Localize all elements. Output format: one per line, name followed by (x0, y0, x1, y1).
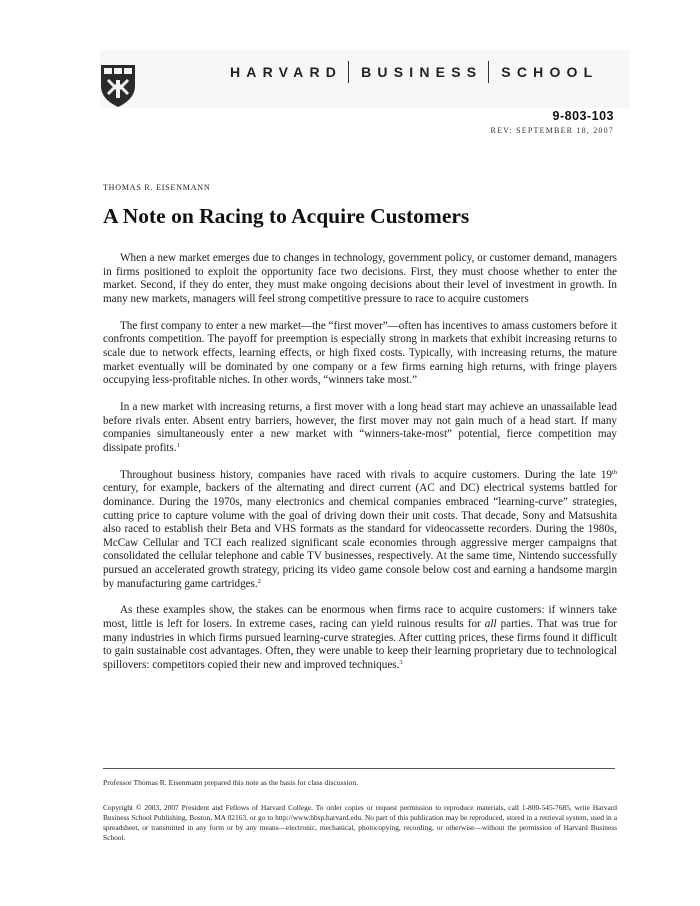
body-paragraph: When a new market emerges due to changes in technology, government policy, or customer demand, managers in firms positioned to exploit the opportunity face two decisions. First, they must choose whether to enter the market. Second, if they do enter, they must make ongoing decisions about their level of investment in growth. In many new markets, managers will feel strong competitive pressure to race to acquire customers (103, 252, 617, 305)
document-title: A Note on Racing to Acquire Customers (103, 204, 470, 228)
header-divider (488, 61, 489, 83)
body-paragraph: Throughout business history, companies have raced with rivals to acquire customers. During the late 19th century, for example, backers of the alternating and direct current (AC and DC) electrical systems battled for dominance. During the 1970s, many electronics and chemical companies embraced “learning-curve” strategies, cutting price to capture volume with the goal of driving down their unit costs. That decade, Sony and Matsushita also raced to establish their Beta and VHS formats as the standard for videocassette recorders. During the 1980s, McCaw Cellular and TCI each realized significant scale economies through aggressive merger campaigns that consolidated the cellular telephone and cable TV businesses, respectively. At the same time, Nintendo successfully pursued an accelerated growth strategy, pricing its video game console below cost and earning a handsome margin by manufacturing game cartridges.$^2$ (103, 468, 617, 590)
school-word-school: SCHOOL (501, 64, 599, 80)
copyright-notice: Copyright © 2003, 2007 President and Fellows of Harvard College. To order copies or request permission to reproduce materials, call 1-800-545-7685, write Harvard Business School Publishing, Boston, MA 02163, or go to http://www.hbsp.harvard.edu. No part of this publication may be reproduced, stored in a retrieval system, used in a spreadsheet, or transmitted in any form or by any means—electronic, mechanical, photocopying, recording, or otherwise—without the permission of Harvard Business School. (103, 803, 617, 842)
footnote-ref: 2 (257, 577, 261, 585)
body-paragraph: In a new market with increasing returns, a first mover with a long head start may achieve an unassailable lead before rivals enter. Absent entry barriers, however, the first mover may not gain much of a head start. If many companies simultaneously enter a new market with “winners-take-most” potential, fierce competition may dissipate profits.$^1$ (103, 400, 617, 454)
author-note: Professor Thomas R. Eisenmann prepared this note as the basis for class discussion. (103, 778, 359, 787)
author-name: THOMAS R. EISENMANN (103, 183, 211, 192)
school-name (230, 61, 620, 83)
revision-date: REV: SEPTEMBER 18, 2007 (490, 126, 614, 135)
emphasis: all (484, 618, 497, 631)
footnote-divider (103, 768, 615, 769)
body-paragraph: As these examples show, the stakes can be enormous when firms race to acquire customers: if winners take most, little is left for losers. In extreme cases, racing can yield ruinous results for all parties. That was true for many industries in which firms pursued learning-curve strategies. After cutting prices, these firms found it difficult to gain sustainable cost advantages. Often, they were unable to keep their learning proprietary due to technological spillovers: competitors copied their new and improved techniques.$^3$ (103, 604, 617, 672)
header-divider (348, 61, 349, 83)
footnote-ref: 3 (399, 659, 403, 667)
school-word-harvard: HARVARD (230, 64, 343, 80)
school-word-business: BUSINESS (361, 64, 483, 80)
body-paragraph: The first company to enter a new market—the “first mover”—often has incentives to amass customers before it confronts competition. The payoff for preemption is especially strong in markets that exhibit increasing returns to scale due to network effects, learning effects, or high fixed costs. Typically, with increasing returns, the mature market eventually will be dominated by one company or a few firms earning high returns, with fringe players occupying less-profitable niches. In other words, “winners take most.” (103, 319, 617, 387)
footnote-ref: 1 (176, 441, 180, 449)
case-number: 9-803-103 (552, 109, 614, 123)
hbs-shield-icon (100, 64, 136, 108)
document-body (103, 252, 617, 686)
ordinal-superscript: th (611, 468, 617, 476)
